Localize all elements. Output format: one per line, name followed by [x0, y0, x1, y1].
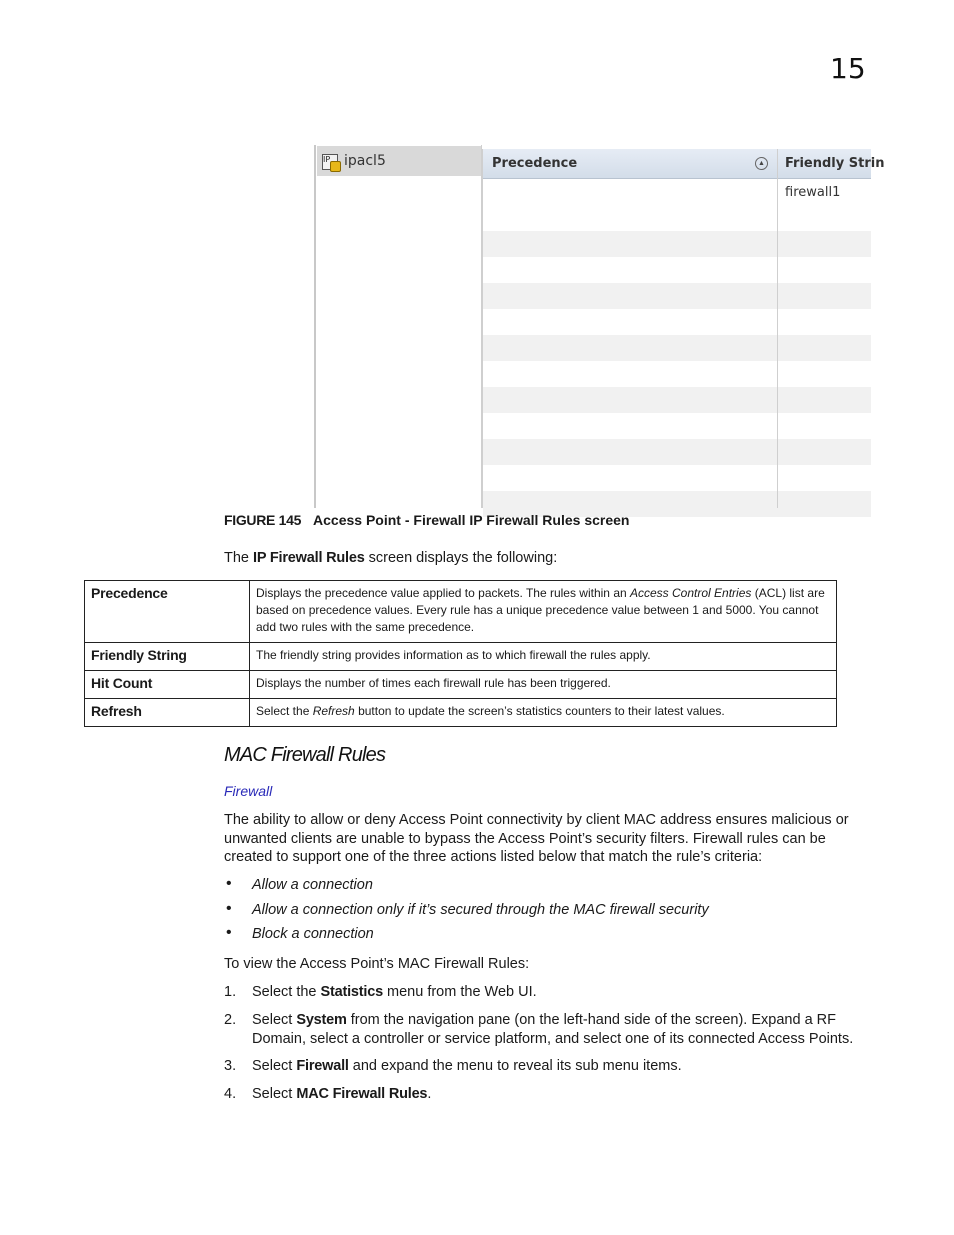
def-text: Displays the precedence value applied to packets. The rules within an — [256, 586, 630, 600]
section-body: The ability to allow or deny Access Point connectivity by client MAC address ensures malicious or unwanted clients are unable to bypass the Access Point’s security filters. Firewall rules can be created to support one of the three actions listed below that match the rule’s criteria: — [224, 812, 849, 865]
step-number: 1. — [224, 984, 237, 1000]
tree-item-ipacl5[interactable] — [317, 146, 481, 176]
term-hit-count: Hit Count — [85, 671, 250, 699]
firewall-rules-screenshot — [314, 145, 885, 508]
step-number: 2. — [224, 1012, 237, 1028]
navigation-tree — [314, 145, 482, 508]
step-text-pre: Select — [252, 1086, 297, 1102]
def-text: button to update the screen’s statistics counters to their latest values. — [354, 704, 725, 718]
term-refresh: Refresh — [85, 699, 250, 727]
step-text-bold: MAC Firewall Rules — [296, 1086, 428, 1102]
term-precedence: Precedence — [85, 581, 250, 643]
friendly-string-cell: firewall1 — [785, 185, 841, 200]
description-table — [84, 580, 837, 727]
term-friendly-string: Friendly String — [85, 643, 250, 671]
firewall-link[interactable]: Firewall — [224, 783, 273, 799]
step-number: 4. — [224, 1086, 237, 1102]
table-row — [483, 335, 871, 361]
view-intro: To view the Access Point’s MAC Firewall Rules: — [224, 956, 530, 972]
column-separator — [777, 149, 778, 508]
bullet-icon: • — [226, 924, 232, 941]
table-row[interactable] — [483, 179, 871, 205]
bullet-text: Allow a connection only if it’s secured through the MAC firewall security — [252, 902, 709, 918]
figure-label: FIGURE 145 — [224, 512, 302, 528]
table-row — [483, 387, 871, 413]
table-row — [483, 231, 871, 257]
step-text-bold: Firewall — [296, 1058, 349, 1074]
definition-friendly-string — [250, 643, 837, 671]
step-text-pre: Select the — [252, 984, 321, 1000]
bullet-text: Allow a connection — [252, 877, 373, 893]
lock-icon — [330, 161, 341, 172]
figure-caption — [224, 512, 629, 528]
step-text-pre: Select — [252, 1058, 297, 1074]
def-text: Select the — [256, 704, 313, 718]
table-row — [85, 671, 837, 699]
definition-refresh — [250, 699, 837, 727]
step-text-bold: Statistics — [320, 984, 383, 1000]
step-text — [252, 1057, 872, 1076]
intro-text-bold: IP Firewall Rules — [253, 550, 365, 566]
bullet-text: Block a connection — [252, 926, 374, 942]
section-title: MAC Firewall Rules — [224, 744, 386, 766]
intro-text-post: screen displays the following: — [364, 550, 558, 566]
rules-grid — [482, 149, 885, 508]
table-row — [85, 643, 837, 671]
chapter-number: 15 — [830, 52, 866, 85]
def-text: (ACL) list are based on precedence values. Every rule has a unique precedence value between 1 and 5000. You cannot add two rules with the same precedence. — [256, 586, 825, 634]
step-text-post: from the navigation pane (on the left-hand side of the screen). Expand a RF Domain, select a controller or service platform, and select one of its connected Access Points. — [252, 1012, 854, 1047]
intro-text-pre: The — [224, 550, 254, 566]
bullet-icon: • — [226, 900, 232, 917]
def-italic: Refresh — [312, 704, 355, 718]
step-text — [252, 1085, 872, 1104]
def-text: The friendly string provides information as to which firewall the rules apply. — [256, 648, 651, 662]
tree-item-label: ipacl5 — [344, 153, 386, 169]
ip-acl-icon-text: IP — [323, 155, 331, 164]
sort-ascending-icon[interactable]: ▲ — [755, 157, 768, 170]
step-text-post: and expand the menu to reveal its sub menu items. — [348, 1058, 682, 1074]
table-row — [85, 581, 837, 643]
definition-hit-count — [250, 671, 837, 699]
step-text-bold: System — [296, 1012, 347, 1028]
definition-precedence — [250, 581, 837, 643]
table-row — [85, 699, 837, 727]
intro-paragraph — [224, 549, 869, 568]
def-italic: Access Control Entries — [630, 586, 752, 600]
step-number: 3. — [224, 1058, 237, 1074]
table-row — [483, 283, 871, 309]
step-text — [252, 1011, 872, 1048]
figure-caption-text: Access Point - Firewall IP Firewall Rules screen — [313, 512, 630, 528]
step-text — [252, 983, 872, 1002]
column-header-friendly-string[interactable]: Friendly Strin — [785, 156, 885, 171]
grid-header — [483, 149, 885, 179]
def-text: Displays the number of times each firewall rule has been triggered. — [256, 676, 611, 690]
table-row — [483, 439, 871, 465]
step-text-post: . — [427, 1086, 432, 1102]
column-header-precedence[interactable]: Precedence — [492, 156, 578, 171]
ip-acl-icon — [322, 154, 338, 170]
step-text-post: menu from the Web UI. — [383, 984, 537, 1000]
step-text-pre: Select — [252, 1012, 297, 1028]
bullet-icon: • — [226, 875, 232, 892]
